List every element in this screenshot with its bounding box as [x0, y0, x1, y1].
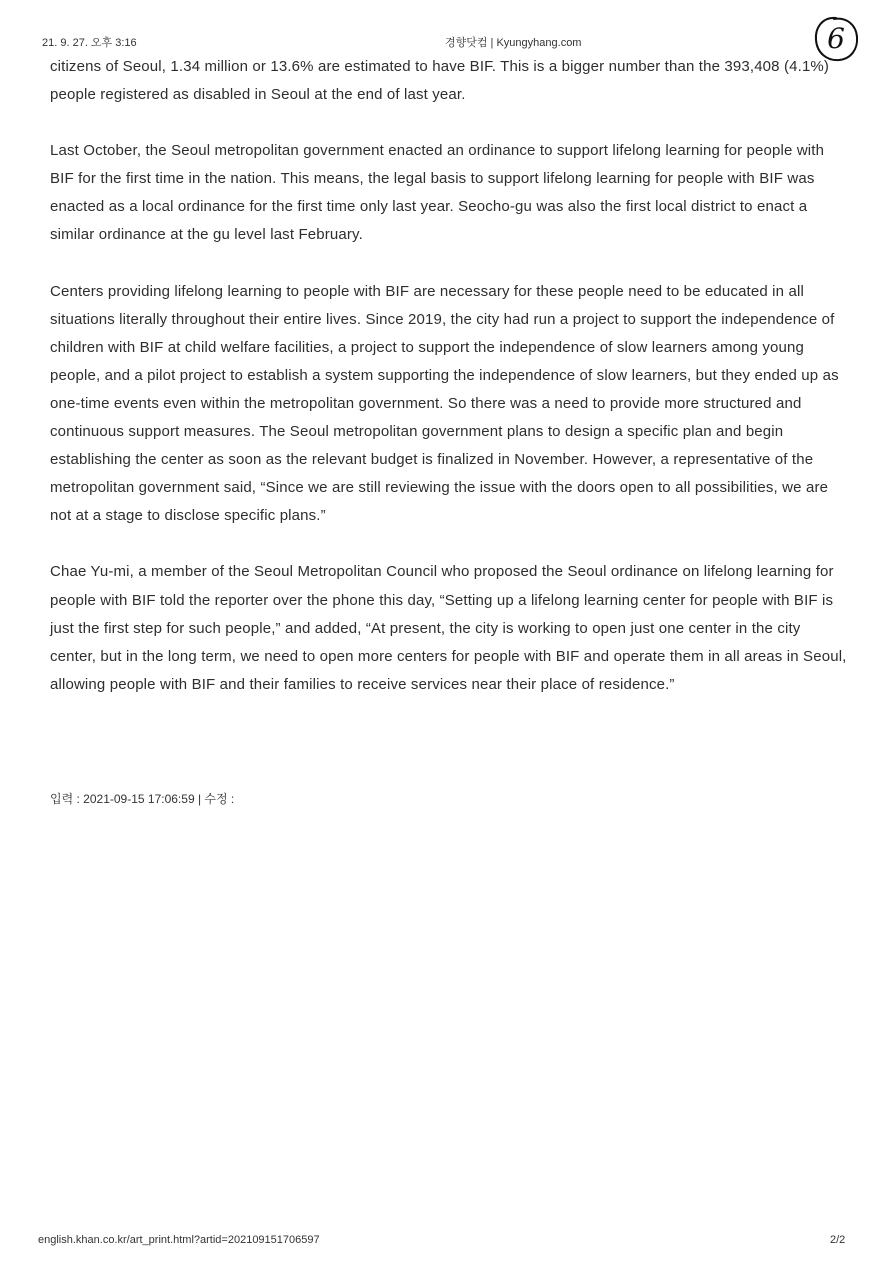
article-paragraph: Last October, the Seoul metropolitan government enacted an ordinance to support lifelong learning for people with BIF for the first time in the nation. This means, the legal basis to support lifelong learning for people with BIF was enacted as a local ordinance for the first time only last year. Seocho-gu was also the first local district to enact a similar ordinance at the gu level last February. [50, 142, 825, 244]
article-paragraph: citizens of Seoul, 1.34 million or 13.6% are estimated to have BIF. This is a bigger number than the 393,408 (4.1%) people registered as disabled in Seoul at the end of last year. [50, 58, 830, 104]
article-body [50, 53, 850, 727]
print-footer-page-number: 2/2 [830, 1234, 846, 1246]
page-mark-number: 6 [827, 22, 845, 55]
article-paragraph: Centers providing lifelong learning to people with BIF are necessary for these people need to be educated in all situations literally throughout their entire lives. Since 2019, the city had run a project to support the independence of children with BIF at child welfare facilities, a project to support the independence of slow learners among young people, and a pilot project to establish a system supporting the independence of slow learners, but they ended up as one-time events even within the metropolitan government. So there was a need to provide more structured and continuous support measures. The Seoul metropolitan government plans to design a specific plan and begin establishing the center as soon as the relevant budget is finalized in November. However, a representative of the metropolitan government said, “Since we are still reviewing the issue with the doors open to all possibilities, we are not at a stage to disclose specific plans.” [50, 282, 839, 525]
print-header-datetime: 21. 9. 27. 오후 3:16 [42, 37, 137, 49]
article-paragraph: Chae Yu-mi, a member of the Seoul Metropolitan Council who proposed the Seoul ordinance on lifelong learning for people with BIF told the reporter over the phone this day, “Setting up a lifelong learning center for people with BIF is just the first step for such people,” and added, “At present, the city is working to open just one center in the city center, but in the long term, we need to open more centers for people with BIF and operate them in all areas in Seoul, allowing people with BIF and their families to receive services near their place of residence.” [50, 563, 847, 693]
print-header-site: 경향닷컴 | Kyungyhang.com [445, 37, 582, 49]
print-footer-url: english.khan.co.kr/art_print.html?artid=202109151706597 [38, 1234, 320, 1246]
article-timestamp: 입력 : 2021-09-15 17:06:59 | 수정 : [50, 792, 235, 806]
